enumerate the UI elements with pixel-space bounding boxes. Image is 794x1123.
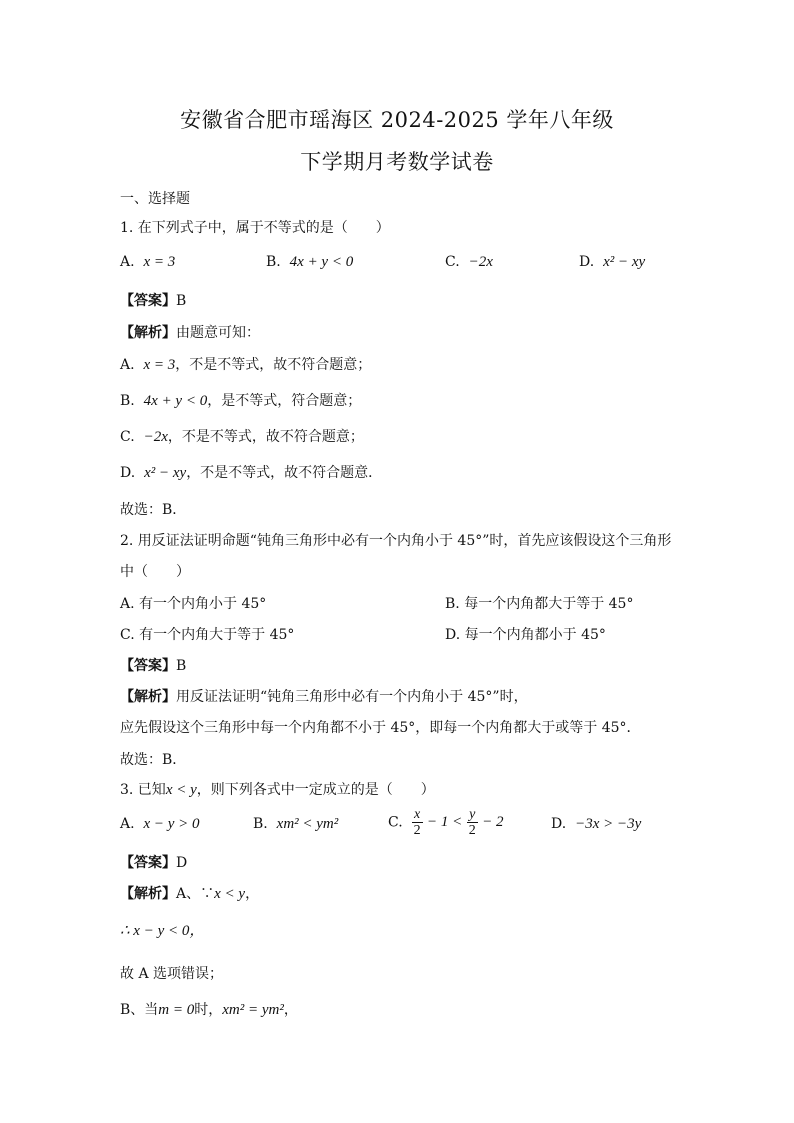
q1-option-d xyxy=(579,254,645,271)
option-math: −2x xyxy=(468,254,493,270)
analysis-tag: 【解析】 xyxy=(120,886,176,902)
page-title-line2: 下学期月考数学试卷 xyxy=(300,150,494,174)
option-math-middle: − 1 < xyxy=(427,814,463,830)
q1-analysis-a xyxy=(120,354,371,374)
option-label: C. xyxy=(388,814,403,831)
stem-math: x < y xyxy=(165,782,197,798)
fraction-numerator: y xyxy=(467,807,478,823)
answer-value: B xyxy=(176,293,187,309)
option-label: A. xyxy=(120,816,135,832)
q3-option-d xyxy=(551,816,641,833)
option-math: xm² < ym² xyxy=(276,816,339,832)
q2-option-b: B. 每一个内角都大于等于 45° xyxy=(445,596,634,612)
q3-answer xyxy=(120,852,187,872)
q2-analysis-line2: 应先假设这个三角形中每一个内角都不小于 45°，即每一个内角都大于或等于 45°． xyxy=(120,720,641,736)
answer-value: B xyxy=(176,658,187,674)
analysis-math: −2x xyxy=(143,429,168,445)
q2-option-c: C. 有一个内角大于等于 45° xyxy=(120,627,295,643)
q2-answer xyxy=(120,655,186,675)
analysis-prefix: A、∵ xyxy=(176,886,215,902)
q2-analysis-line1 xyxy=(120,686,528,706)
analysis-math: 4x + y < 0 xyxy=(143,393,208,409)
analysis-prefix: B、当 xyxy=(120,1002,159,1018)
analysis-text: ，是不等式，符合题意； xyxy=(207,393,362,409)
analysis-suffix: ， xyxy=(283,1002,298,1018)
fraction-denominator: 2 xyxy=(468,823,476,838)
q1-answer xyxy=(120,290,186,310)
option-math: x − y > 0 xyxy=(143,816,200,832)
analysis-tag: 【解析】 xyxy=(120,689,176,705)
q3-analysis-a xyxy=(120,883,259,903)
analysis-math: x < y xyxy=(214,886,246,902)
q2-stem-line1: 2. 用反证法证明命题“钝角三角形中必有一个内角小于 45°”时，首先应该假设这个三角形 xyxy=(120,533,672,549)
option-math: x = 3 xyxy=(143,254,176,270)
option-label: D. xyxy=(579,254,595,270)
analysis-math: xm² = ym² xyxy=(222,1002,284,1018)
analysis-label: D. xyxy=(120,465,136,481)
analysis-math: x² − xy xyxy=(144,465,187,481)
q1-option-c xyxy=(445,254,493,271)
analysis-suffix: ， xyxy=(245,886,260,902)
option-label: B. xyxy=(253,816,268,832)
analysis-label: B. xyxy=(120,393,135,409)
option-label: C. xyxy=(445,254,460,270)
q3-option-c xyxy=(388,807,504,838)
q3-analysis-therefore: ∴ x − y < 0， xyxy=(120,923,205,939)
option-label: B. xyxy=(266,254,281,270)
q1-option-b xyxy=(266,254,353,271)
answer-tag: 【答案】 xyxy=(120,658,176,674)
analysis-text: ，不是不等式，故不符合题意； xyxy=(175,357,372,373)
stem-suffix: ，则下列各式中一定成立的是（ ） xyxy=(196,782,435,798)
analysis-intro-text: 由题意可知： xyxy=(176,325,260,341)
section-heading: 一、选择题 xyxy=(120,191,190,207)
analysis-label: A. xyxy=(120,357,135,373)
fraction-numerator: x xyxy=(412,807,423,823)
option-label: D. xyxy=(551,816,567,832)
stem-prefix: 3. 已知 xyxy=(120,782,166,798)
analysis-mid: 时， xyxy=(194,1002,223,1018)
q2-option-d: D. 每一个内角都小于 45° xyxy=(445,627,606,643)
q1-analysis-b xyxy=(120,390,361,410)
analysis-text: ，不是不等式，故不符合题意； xyxy=(167,429,364,445)
answer-value: D xyxy=(176,855,188,871)
page-title-line1: 安徽省合肥市瑶海区 2024-2025 学年八年级 xyxy=(180,108,614,132)
q2-conclusion: 故选：B． xyxy=(120,752,187,768)
analysis-math: m = 0 xyxy=(158,1002,195,1018)
analysis-math: x = 3 xyxy=(143,357,176,373)
answer-tag: 【答案】 xyxy=(120,855,176,871)
q1-analysis-d xyxy=(120,462,382,482)
option-label: A. xyxy=(120,254,135,270)
q3-option-b xyxy=(253,816,338,833)
option-math-tail: − 2 xyxy=(482,814,504,830)
q3-option-a xyxy=(120,816,200,833)
q2-stem-line2: 中（ ） xyxy=(120,564,190,580)
option-math: −3x > −3y xyxy=(575,816,642,832)
analysis-text: ，不是不等式，故不符合题意． xyxy=(186,465,383,481)
q3-analysis-a-conclusion: 故 A 选项错误； xyxy=(120,966,224,982)
answer-tag: 【答案】 xyxy=(120,293,176,309)
analysis-text: 用反证法证明“钝角三角形中必有一个内角小于 45°”时， xyxy=(176,689,528,705)
q2-option-a: A. 有一个内角小于 45° xyxy=(120,596,267,612)
analysis-label: C. xyxy=(120,429,135,445)
q1-conclusion: 故选：B． xyxy=(120,502,187,518)
q1-stem: 1. 在下列式子中，属于不等式的是（ ） xyxy=(120,220,390,236)
fraction-x-over-2 xyxy=(412,807,423,838)
q1-analysis-c xyxy=(120,426,364,446)
analysis-tag: 【解析】 xyxy=(120,325,176,341)
q3-stem xyxy=(120,779,435,799)
q1-analysis-intro xyxy=(120,322,260,342)
option-math: x² − xy xyxy=(603,254,646,270)
fraction-y-over-2 xyxy=(467,807,478,838)
q3-analysis-b xyxy=(120,999,298,1019)
option-math: 4x + y < 0 xyxy=(289,254,354,270)
fraction-denominator: 2 xyxy=(413,823,421,838)
q1-option-a xyxy=(120,254,175,271)
